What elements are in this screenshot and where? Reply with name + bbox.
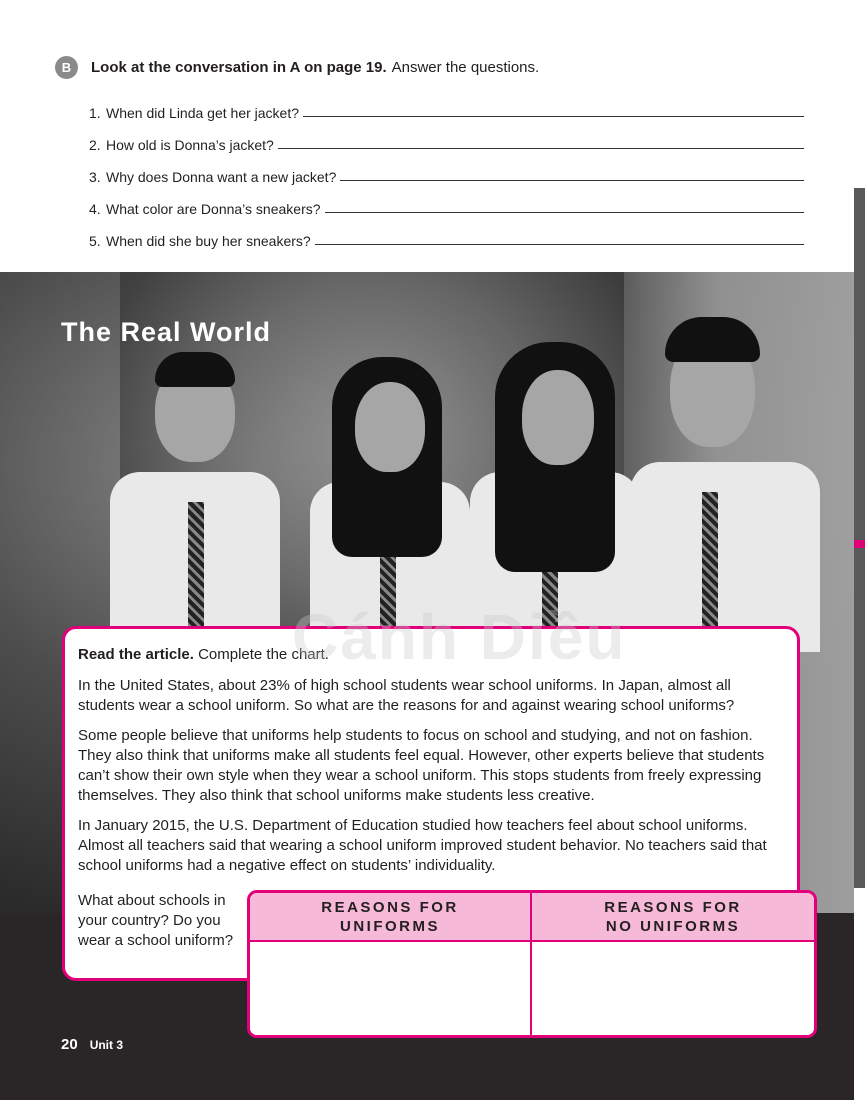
student-2 <box>310 352 470 652</box>
exercise-b-heading <box>55 56 815 79</box>
question-number: 4. <box>89 201 101 217</box>
watermark: Cánh Diều <box>292 601 627 673</box>
question-text: Why does Donna want a new jacket? <box>106 169 337 185</box>
page-number: 20 <box>61 1036 78 1053</box>
question-item <box>89 217 804 249</box>
exercise-instruction: Answer the questions. <box>391 59 540 76</box>
article-paragraph: In January 2015, the U.S. Department of Education studied how teachers feel about school uniforms. Almost all teachers said that wearing a school uniform improved student behavior. No teachers said that school uniforms had a negative effect on students’ individuality. <box>78 817 767 874</box>
question-number: 1. <box>89 105 101 121</box>
question-item <box>89 121 804 153</box>
discussion-question: What about schools in your country? Do you wear a school uniform? <box>78 892 234 949</box>
question-text: How old is Donna’s jacket? <box>106 137 274 153</box>
article-instruction-bold: Read the article. <box>78 646 194 663</box>
question-list <box>89 89 804 249</box>
reasons-chart <box>247 890 817 1038</box>
answer-line[interactable] <box>325 212 804 213</box>
exercise-instruction-bold: Look at the conversation in A on page 19. <box>91 59 387 76</box>
question-number: 5. <box>89 233 101 249</box>
answer-line[interactable] <box>340 180 804 181</box>
page-footer <box>61 1036 123 1053</box>
question-text: When did Linda get her jacket? <box>106 105 300 121</box>
article-paragraph: In the United States, about 23% of high school students wear school uniforms. In Japan, almost all students wear a school uniform. So what are the reasons for and against wearing school uniforms? <box>78 677 735 714</box>
question-text: What color are Donna’s sneakers? <box>106 201 321 217</box>
unit-label: Unit 3 <box>89 1038 124 1052</box>
answer-line[interactable] <box>303 116 804 117</box>
question-item <box>89 185 804 217</box>
section-title: The Real World <box>61 317 272 347</box>
student-3 <box>470 342 640 642</box>
answer-line[interactable] <box>315 244 804 245</box>
student-1 <box>110 352 280 652</box>
article-instruction <box>78 645 783 665</box>
article-instruction-rest: Complete the chart. <box>198 646 329 663</box>
question-item <box>89 153 804 185</box>
exercise-badge: B <box>55 56 78 79</box>
chart-header-no-uniforms: REASONS FOR NO UNIFORMS <box>532 893 814 942</box>
exercise-b <box>55 56 815 249</box>
question-number: 3. <box>89 169 101 185</box>
page-edge-strip <box>854 188 865 888</box>
question-item <box>89 89 804 121</box>
chart-cell-no-uniforms[interactable] <box>532 942 814 1035</box>
question-text: When did she buy her sneakers? <box>106 233 311 249</box>
page-edge-marker <box>854 540 865 548</box>
answer-line[interactable] <box>278 148 804 149</box>
chart-header-for-uniforms: REASONS FOR UNIFORMS <box>250 893 532 942</box>
student-4 <box>630 312 820 642</box>
question-number: 2. <box>89 137 101 153</box>
article-paragraph: Some people believe that uniforms help students to focus on school and studying, and not on fashion. They also think that uniforms make all students feel equal. However, other experts believe that students can’t show their own style when they wear a school uniform. This stops students from freely expressing themselves. They also think that school uniforms make students less creative. <box>78 727 765 804</box>
chart-cell-for-uniforms[interactable] <box>250 942 532 1035</box>
